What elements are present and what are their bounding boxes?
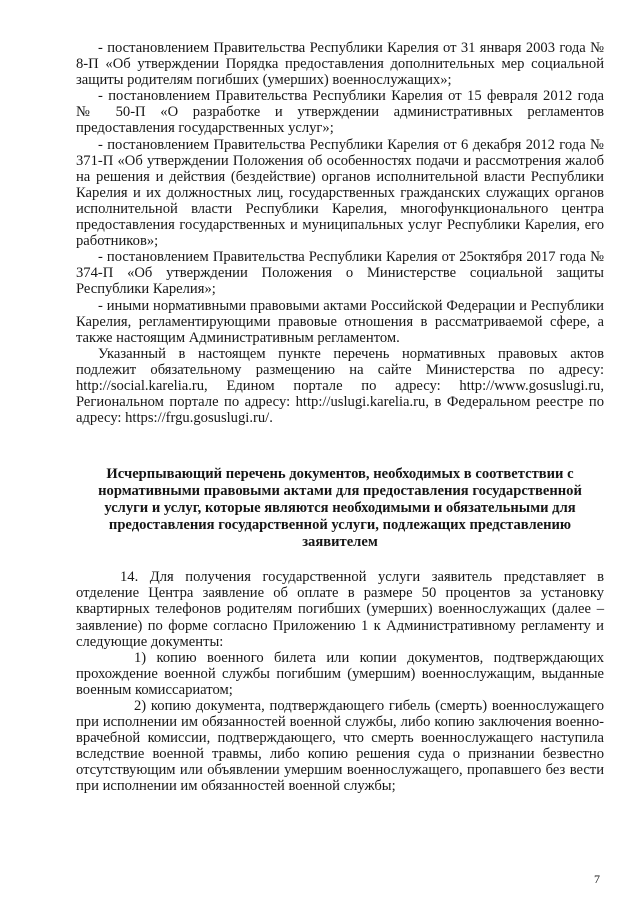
paragraph-decree-371p: - постановлением Правительства Республики Карелия от 6 декабря 2012 года № 371-П «Об утверждении Положения об особенностях подачи и рассмотрения жалоб на решения и действия (бездействие) органов исполнительной власти Республики Карелия и их должностных лиц, государственных гражданских служащих органов исполнительной власти Республики Карелия, многофункционального центра предоставления государственных и муниципальных услуг Республики Карелия, его работников»; (76, 136, 604, 250)
paragraph-other-acts: - иными нормативными правовыми актами Российской Федерации и Республики Карелия, регламентирующими правовые отношения в рассматриваемой сфере, а также настоящим Административным регламентом. (76, 297, 604, 346)
paragraph-decree-374p: - постановлением Правительства Республики Карелия от 25октября 2017 года № 374-П «Об утверждении Положения о Министерстве социальной защиты Республики Карелия»; (76, 249, 604, 298)
paragraph-section-14: 14. Для получения государственной услуги заявитель представляет в отделение Центра заявление об оплате в размере 50 процентов за установку квартирных телефонов родителям погибших (умерших) военнослужащих (далее – заявление) по форме согласно Приложению 1 к Административному регламенту и следующие документы: (76, 569, 604, 650)
paragraph-decree-50p: - постановлением Правительства Республики Карелия от 15 февраля 2012 года № 50-П «О разработке и утверждении административных регламентов предоставления государственных услуг»; (76, 88, 604, 137)
paragraph-publication-note: Указанный в настоящем пункте перечень нормативных правовых актов подлежит обязательному размещению на сайте Министерства по адресу: http://social.karelia.ru, Едином портале по адресу: http://www.gosuslugi.ru, Региональном портале по адресу: http://uslugi.karelia.ru, в Федеральном реестре по адресу: https://frgu.gosuslugi.ru/. (76, 345, 604, 427)
heading-spacer (76, 551, 604, 569)
page-number: 7 (594, 872, 600, 886)
section-spacer (76, 426, 604, 466)
paragraph-decree-8p: - постановлением Правительства Республики Карелия от 31 января 2003 года № 8-П «Об утверждении Порядка предоставления дополнительных мер социальной защиты родителям погибших (умерших) военнослужащих»; (76, 40, 604, 89)
section-heading: Исчерпывающий перечень документов, необходимых в соответствии с нормативными правовыми актами для предоставления государственной услуги и услуг, которые являются необходимыми и обязательными для предоставления государственной услуги, подлежащих представлению заявителем (98, 466, 582, 551)
list-item-1: 1) копию военного билета или копии документов, подтверждающих прохождение военной службы погибшим (умершим) военнослужащим, выданные военным комиссариатом; (76, 649, 604, 698)
list-item-2: 2) копию документа, подтверждающего гибель (смерть) военнослужащего при исполнении им обязанностей военной службы, либо копию заключения военно-врачебной комиссии, подтверждающего, что смерть военнослужащего наступила вследствие военной травмы, либо копию решения суда о признании безвестно отсутствующим или объявлении умершим военнослужащего, пропавшего без вести при исполнении им обязанностей военной службы; (76, 698, 604, 795)
